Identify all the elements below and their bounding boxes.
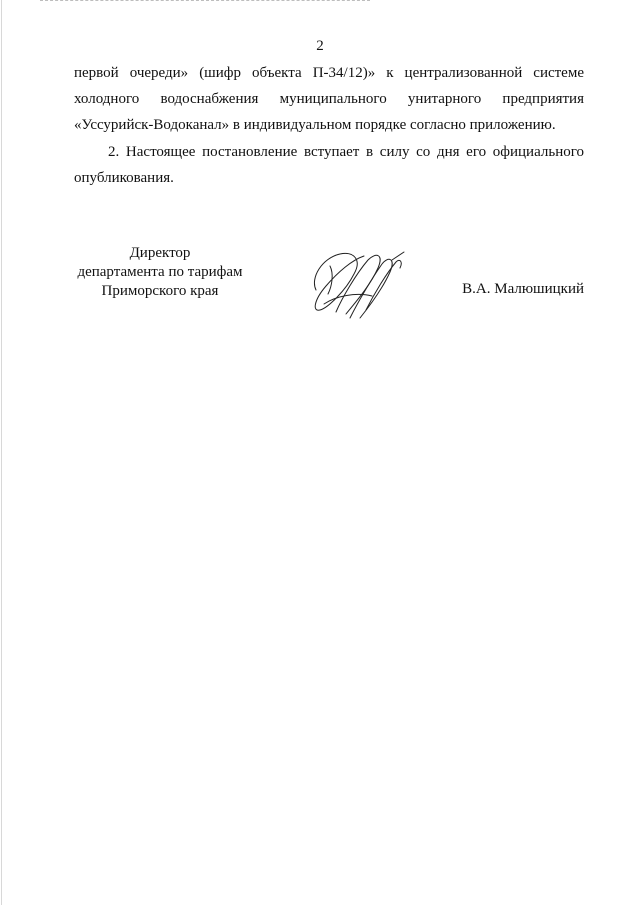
signer-title-line-2: департамента по тарифам	[77, 264, 243, 280]
scan-top-edge	[40, 0, 370, 3]
page-number: 2	[316, 38, 324, 54]
paragraph-2-line-1: 2. Настоящее постановление вступает в силу со дня его официального	[108, 144, 584, 160]
paragraph-2-line-2: опубликования.	[74, 170, 174, 186]
scan-left-edge	[1, 0, 2, 905]
paragraph-1-line-2: холодного водоснабжения муниципального унитарного предприятия	[74, 91, 584, 107]
paragraph-1-line-3: «Уссурийск-Водоканал» в индивидуальном порядке согласно приложению.	[74, 117, 556, 133]
signer-title-line-1: Директор	[129, 245, 191, 261]
paragraph-1	[74, 60, 584, 138]
handwritten-signature	[306, 244, 406, 322]
paragraph-1-line-1: первой очереди» (шифр объекта П-34/12)» к централизованной системе	[74, 65, 584, 81]
paragraph-2	[74, 139, 584, 191]
signer-title-line-3: Приморского края	[101, 283, 219, 299]
signer-title	[60, 244, 260, 301]
signer-name: В.А. Малюшицкий	[462, 281, 584, 297]
